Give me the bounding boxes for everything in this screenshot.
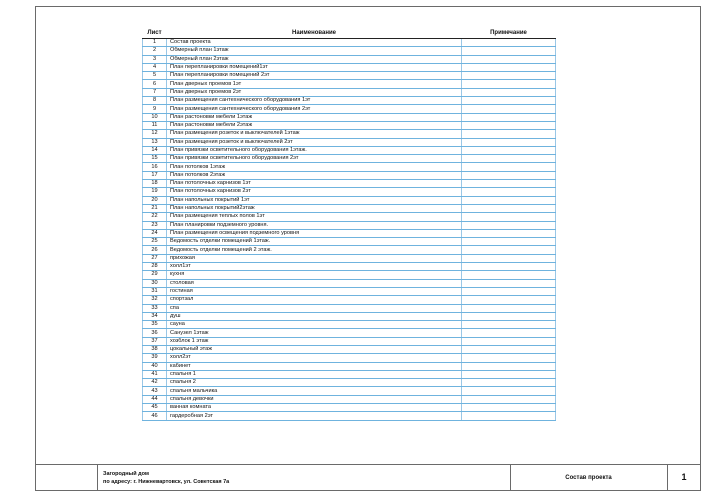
sheet-number-cell: 10: [143, 113, 167, 121]
sheet-name-cell: План размещения сантехнического оборудования 2эт: [167, 105, 462, 113]
table-row: [143, 238, 556, 246]
table-row: [143, 39, 556, 47]
sheet-name-cell: Санузел 1этаж: [167, 329, 462, 337]
table-row: [143, 304, 556, 312]
sheet-name-cell: План перепланировки помещений 2эт: [167, 72, 462, 80]
sheet-name-cell: План потолков 1этаж: [167, 163, 462, 171]
sheet-note-cell: [462, 312, 556, 320]
sheet-note-cell: [462, 88, 556, 96]
sheet-name-cell: План растоновки мебели 2этаж: [167, 121, 462, 129]
table-row: [143, 329, 556, 337]
sheet-number-cell: 14: [143, 146, 167, 154]
sheet-note-cell: [462, 213, 556, 221]
sheet-note-cell: [462, 263, 556, 271]
sheet-name-cell: спортзал: [167, 296, 462, 304]
sheet-name-cell: План потолочных карнизов 2эт: [167, 188, 462, 196]
sheet-name-cell: План размещения сантехнического оборудования 1эт: [167, 97, 462, 105]
sheet-note-cell: [462, 204, 556, 212]
table-row: [143, 121, 556, 129]
table-row: [143, 246, 556, 254]
sheet-name-cell: План привязки осветительного оборудования 1этаж.: [167, 146, 462, 154]
sheet-note-cell: [462, 188, 556, 196]
sheet-number-cell: 18: [143, 180, 167, 188]
sheet-name-cell: гостиная: [167, 287, 462, 295]
table-row: [143, 113, 556, 121]
sheet-number-cell: 8: [143, 97, 167, 105]
sheet-number-cell: 23: [143, 221, 167, 229]
sheet-number-cell: 27: [143, 254, 167, 262]
sheet-name-cell: Ведомость отделки помещений 2 этаж.: [167, 246, 462, 254]
sheet-note-cell: [462, 72, 556, 80]
sheet-note-cell: [462, 329, 556, 337]
sheet-number-cell: 26: [143, 246, 167, 254]
sheet-number-cell: 40: [143, 362, 167, 370]
sheet-note-cell: [462, 146, 556, 154]
sheet-number-cell: 39: [143, 354, 167, 362]
sheet-number-cell: 42: [143, 379, 167, 387]
sheet-name-cell: ванная комната: [167, 404, 462, 412]
table-row: [143, 279, 556, 287]
sheet-note-cell: [462, 180, 556, 188]
sheet-name-cell: План размещения розеток и выключателей 2эт: [167, 138, 462, 146]
sheet-number-cell: 44: [143, 395, 167, 403]
sheet-number-cell: 5: [143, 72, 167, 80]
sheet-name-cell: Обмерный план 2этаж: [167, 55, 462, 63]
header-note: Примечание: [462, 27, 556, 39]
sheet-name-cell: спальня мальчика: [167, 387, 462, 395]
sheet-name-cell: План планировки подземного уровня.: [167, 221, 462, 229]
sheet-note-cell: [462, 163, 556, 171]
project-name: Загородный дом: [103, 471, 149, 477]
sheet-note-cell: [462, 246, 556, 254]
table-row: [143, 395, 556, 403]
table-row: [143, 345, 556, 353]
sheet-number-cell: 3: [143, 55, 167, 63]
sheet-name-cell: прихожая: [167, 254, 462, 262]
sheet-note-cell: [462, 395, 556, 403]
sheet-note-cell: [462, 80, 556, 88]
sheet-note-cell: [462, 362, 556, 370]
sheet-name-cell: План потолков 2этаж: [167, 171, 462, 179]
sheet-note-cell: [462, 379, 556, 387]
sheet-name-cell: План размещения розеток и выключателей 1этаж: [167, 130, 462, 138]
sheet-number-cell: 2: [143, 47, 167, 55]
table-row: [143, 287, 556, 295]
sheet-number-cell: 7: [143, 88, 167, 96]
sheet-note-cell: [462, 130, 556, 138]
sheet-note-cell: [462, 279, 556, 287]
table-row: [143, 171, 556, 179]
project-contents-table: [142, 27, 556, 421]
sheet-note-cell: [462, 271, 556, 279]
sheet-number-cell: 30: [143, 279, 167, 287]
sheet-number-cell: 1: [143, 39, 167, 47]
sheet-number-cell: 15: [143, 155, 167, 163]
sheet-number-cell: 34: [143, 312, 167, 320]
sheet-name-cell: столовая: [167, 279, 462, 287]
table-row: [143, 362, 556, 370]
sheet-number-cell: 38: [143, 345, 167, 353]
table-row: [143, 88, 556, 96]
sheet-name-cell: хозблок 1 этаж: [167, 337, 462, 345]
sheet-number-cell: 31: [143, 287, 167, 295]
sheet-note-cell: [462, 304, 556, 312]
sheet-number-cell: 45: [143, 404, 167, 412]
sheet-number-cell: 19: [143, 188, 167, 196]
sheet-number-cell: 22: [143, 213, 167, 221]
table-row: [143, 105, 556, 113]
sheet-note-cell: [462, 412, 556, 420]
sheet-number-cell: 37: [143, 337, 167, 345]
table-row: [143, 404, 556, 412]
sheet-name-cell: душ: [167, 312, 462, 320]
sheet-number-cell: 43: [143, 387, 167, 395]
sheet-note-cell: [462, 63, 556, 71]
sheet-note-cell: [462, 171, 556, 179]
table-row: [143, 188, 556, 196]
sheet-note-cell: [462, 55, 556, 63]
sheet-name-cell: План дверных проемов 1эт: [167, 80, 462, 88]
table-row: [143, 163, 556, 171]
sheet-note-cell: [462, 354, 556, 362]
table-row: [143, 271, 556, 279]
sheet-note-cell: [462, 121, 556, 129]
sheet-number-cell: 32: [143, 296, 167, 304]
sheet-note-cell: [462, 39, 556, 47]
sheet-name-cell: холл1эт: [167, 263, 462, 271]
table-row: [143, 63, 556, 71]
table-row: [143, 370, 556, 378]
title-block-divider: [97, 465, 98, 491]
sheet-note-cell: [462, 196, 556, 204]
table-header-row: [143, 27, 556, 39]
title-block: [35, 464, 701, 491]
sheet-name-cell: План размещения теплых полов 1эт: [167, 213, 462, 221]
table-row: [143, 387, 556, 395]
table-row: [143, 55, 556, 63]
table-row: [143, 180, 556, 188]
sheet-name-cell: Состав проекта: [167, 39, 462, 47]
sheet-name-cell: План напольных покрытий2этаж: [167, 204, 462, 212]
sheet-title: Состав проекта: [565, 475, 612, 481]
sheet-note-cell: [462, 97, 556, 105]
sheet-note-cell: [462, 229, 556, 237]
sheet-note-cell: [462, 345, 556, 353]
sheet-number-cell: 21: [143, 204, 167, 212]
sheet-note-cell: [462, 287, 556, 295]
table-row: [143, 196, 556, 204]
sheet-number-cell: 6: [143, 80, 167, 88]
sheet-number-cell: 33: [143, 304, 167, 312]
sheet-note-cell: [462, 370, 556, 378]
sheet-note-cell: [462, 254, 556, 262]
table-row: [143, 146, 556, 154]
sheet-name-cell: спальня 2: [167, 379, 462, 387]
table-row: [143, 204, 556, 212]
table-row: [143, 229, 556, 237]
sheet-note-cell: [462, 105, 556, 113]
sheet-note-cell: [462, 296, 556, 304]
sheet-name-cell: План размещения освещения подземного уровня: [167, 229, 462, 237]
sheet-name-cell: План дверных проемов 2эт: [167, 88, 462, 96]
sheet-note-cell: [462, 337, 556, 345]
sheet-name-cell: кухня: [167, 271, 462, 279]
sheet-number-cell: 46: [143, 412, 167, 420]
sheet-name-cell: цокальный этаж: [167, 345, 462, 353]
table-row: [143, 321, 556, 329]
table-row: [143, 130, 556, 138]
sheet-name-cell: кабинет: [167, 362, 462, 370]
sheet-name-cell: План растоновки мебели 1этаж: [167, 113, 462, 121]
sheet-name-cell: сауна: [167, 321, 462, 329]
table-row: [143, 254, 556, 262]
sheet-number-cell: 35: [143, 321, 167, 329]
sheet-number-cell: 36: [143, 329, 167, 337]
sheet-note-cell: [462, 221, 556, 229]
project-location: по адресу: г. Нижневартовск, ул. Советская 7а: [103, 479, 230, 485]
table-row: [143, 412, 556, 420]
sheet-number-cell: 4: [143, 63, 167, 71]
table-row: [143, 337, 556, 345]
table-row: [143, 97, 556, 105]
table-row: [143, 213, 556, 221]
sheet-note-cell: [462, 138, 556, 146]
sheet-name-cell: спальня девочки: [167, 395, 462, 403]
sheet-number-cell: 41: [143, 370, 167, 378]
sheet-name-cell: Обмерный план 1этаж: [167, 47, 462, 55]
sheet-name-cell: План привязки осветительного оборудования 2эт: [167, 155, 462, 163]
sheet-number-cell: 17: [143, 171, 167, 179]
sheet-number-cell: 28: [143, 263, 167, 271]
sheet-note-cell: [462, 113, 556, 121]
sheet-number-cell: 24: [143, 229, 167, 237]
sheet-note-cell: [462, 321, 556, 329]
table-row: [143, 312, 556, 320]
project-address: [103, 470, 229, 486]
sheet-number-cell: 13: [143, 138, 167, 146]
table-row: [143, 263, 556, 271]
table-row: [143, 72, 556, 80]
table-row: [143, 379, 556, 387]
sheet-name-cell: спальня 1: [167, 370, 462, 378]
sheet-name-cell: План перепланировки помещений1эт: [167, 63, 462, 71]
sheet-name-cell: Ведомость отделки помещений 1этаж.: [167, 238, 462, 246]
sheet-name-cell: План напольных покрытий 1эт: [167, 196, 462, 204]
sheet-note-cell: [462, 155, 556, 163]
sheet-number-cell: 9: [143, 105, 167, 113]
table-row: [143, 47, 556, 55]
sheet-note-cell: [462, 404, 556, 412]
sheet-note-cell: [462, 387, 556, 395]
table-body: [143, 39, 556, 421]
header-sheet: Лист: [143, 27, 167, 39]
sheet-number-cell: 29: [143, 271, 167, 279]
sheet-number: 1: [681, 472, 687, 482]
sheet-number-cell: 20: [143, 196, 167, 204]
table-row: [143, 138, 556, 146]
sheet-number-cell: 11: [143, 121, 167, 129]
header-name: Наименование: [167, 27, 462, 39]
sheet-number-cell: 16: [143, 163, 167, 171]
table-row: [143, 221, 556, 229]
table-row: [143, 80, 556, 88]
sheet-note-cell: [462, 47, 556, 55]
sheet-name-cell: холл2эт: [167, 354, 462, 362]
sheet-number-cell: 12: [143, 130, 167, 138]
table-row: [143, 296, 556, 304]
table-row: [143, 354, 556, 362]
sheet-note-cell: [462, 238, 556, 246]
sheet-name-cell: гардеробная 2эт: [167, 412, 462, 420]
table-row: [143, 155, 556, 163]
sheet-number-cell: 25: [143, 238, 167, 246]
sheet-name-cell: спа: [167, 304, 462, 312]
sheet-name-cell: План потолочных карнизов 1эт: [167, 180, 462, 188]
